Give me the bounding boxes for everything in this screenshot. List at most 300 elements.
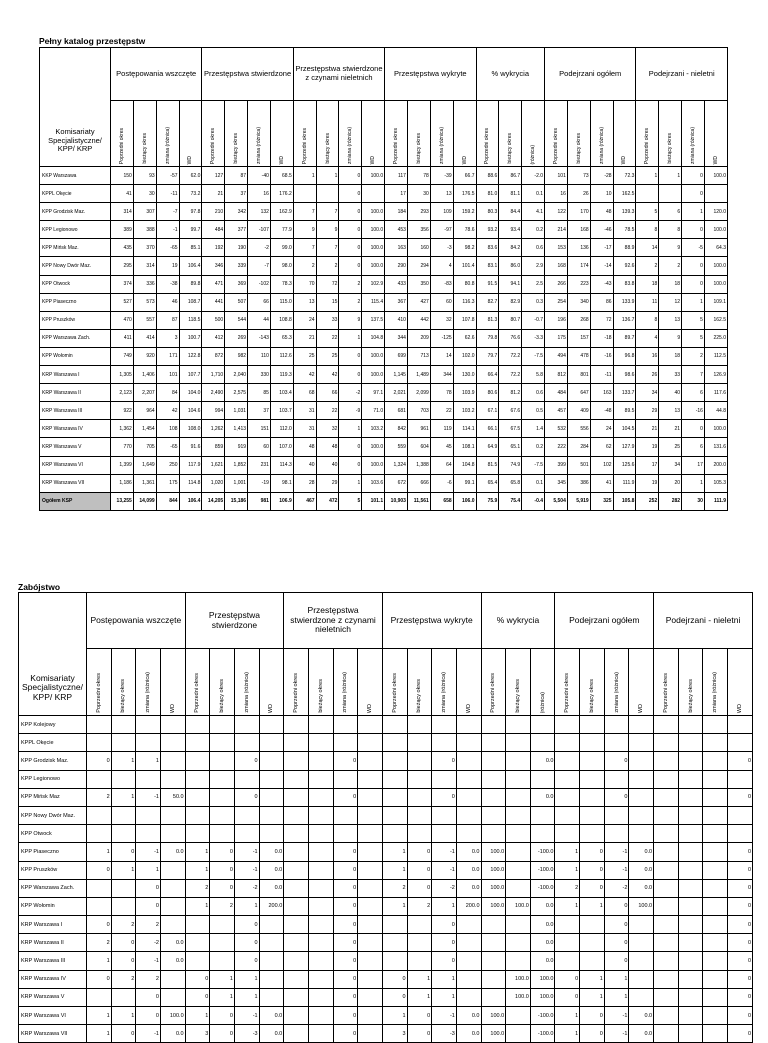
value-cell: 0	[728, 843, 753, 861]
value-cell	[506, 879, 531, 897]
value-cell: 0	[136, 988, 161, 1006]
value-cell: 100.0	[481, 843, 506, 861]
value-cell: 0	[339, 456, 362, 474]
column-header-label: Poprzedni okres	[564, 673, 571, 713]
value-cell	[580, 788, 605, 806]
value-cell: 0	[555, 970, 580, 988]
table-row	[19, 988, 753, 1006]
value-cell: 494	[545, 347, 568, 365]
value-cell: 0	[432, 934, 457, 952]
value-cell: 0	[333, 952, 358, 970]
value-cell	[506, 734, 531, 752]
value-cell	[259, 716, 284, 734]
value-cell: 225.0	[704, 329, 727, 347]
value-cell: 467	[293, 492, 316, 510]
value-cell	[308, 988, 333, 1006]
value-cell: 484	[202, 221, 225, 239]
value-cell	[333, 806, 358, 824]
value-cell: 66.4	[476, 366, 499, 384]
value-cell	[308, 897, 333, 915]
value-cell: 3	[382, 1025, 407, 1043]
column-header-label: bieżący okres	[667, 133, 674, 164]
unit-name-cell: KPP Grodzisk Maz.	[19, 752, 87, 770]
value-cell: 0	[333, 970, 358, 988]
value-cell: 254	[545, 293, 568, 311]
value-cell: 919	[225, 438, 248, 456]
value-cell	[703, 916, 728, 934]
column-header-label: WD	[268, 703, 275, 713]
value-cell	[629, 788, 654, 806]
group-header: Przestępstwa wykryte	[382, 593, 481, 649]
value-cell: 0.0	[530, 897, 555, 915]
value-cell: 72.2	[499, 366, 522, 384]
value-cell: 163	[590, 384, 613, 402]
table-row	[40, 275, 728, 293]
unit-name-cell: KPP Piaseczno	[19, 843, 87, 861]
value-cell: 100.0	[530, 970, 555, 988]
unit-name-cell: KPP Pruszków	[40, 311, 111, 329]
value-cell: 101.1	[362, 492, 385, 510]
value-cell: 2	[407, 897, 432, 915]
value-cell: 314	[133, 257, 156, 275]
table-row	[19, 934, 753, 952]
column-header	[316, 101, 339, 167]
value-cell: 0	[87, 752, 112, 770]
value-cell: 1	[111, 752, 136, 770]
value-cell: 1	[185, 861, 210, 879]
value-cell: 68.5	[270, 167, 293, 185]
column-header	[580, 649, 605, 716]
value-cell: 0	[210, 1007, 235, 1025]
value-cell: 844	[156, 492, 179, 510]
value-cell: 0	[333, 843, 358, 861]
value-cell: 86.7	[499, 167, 522, 185]
value-cell: 1	[580, 897, 605, 915]
group-header: Przestępstwa stwierdzone	[202, 48, 293, 101]
value-cell	[259, 952, 284, 970]
unit-name-cell: KRP Warszawa V	[19, 988, 87, 1006]
value-cell: 42	[156, 402, 179, 420]
column-header-label: bieżący okres	[588, 679, 595, 713]
value-cell: 127	[202, 167, 225, 185]
value-cell: 307	[133, 203, 156, 221]
value-cell	[654, 734, 679, 752]
value-cell	[604, 806, 629, 824]
value-cell: 0	[339, 239, 362, 257]
value-cell	[185, 788, 210, 806]
column-header-label: zmiana (różnica)	[347, 127, 354, 164]
value-cell: 64	[430, 456, 453, 474]
value-cell: 0	[234, 952, 259, 970]
value-cell: 0	[555, 988, 580, 1006]
value-cell: 350	[407, 275, 430, 293]
value-cell	[703, 934, 728, 952]
value-cell: 0	[604, 916, 629, 934]
column-header-label: (różnica)	[530, 144, 537, 164]
value-cell	[703, 843, 728, 861]
value-cell: 163	[385, 239, 408, 257]
value-cell: 647	[567, 384, 590, 402]
value-cell: 103.2	[453, 402, 476, 420]
value-cell	[580, 934, 605, 952]
value-cell: 1,454	[133, 420, 156, 438]
unit-name-cell: KPP Nowy Dwór Maz.	[40, 257, 111, 275]
column-header	[654, 649, 679, 716]
value-cell: 116.3	[453, 293, 476, 311]
value-cell: 411	[111, 329, 134, 347]
value-cell: 9	[316, 221, 339, 239]
value-cell	[382, 788, 407, 806]
value-cell: 111.9	[613, 474, 636, 492]
value-cell: 175	[545, 329, 568, 347]
value-cell	[703, 879, 728, 897]
value-cell: 1,852	[225, 456, 248, 474]
value-cell	[358, 752, 383, 770]
column-header	[382, 649, 407, 716]
value-cell: 40	[316, 456, 339, 474]
value-cell: 200.0	[704, 456, 727, 474]
value-cell: 5,504	[545, 492, 568, 510]
value-cell: 100.0	[362, 456, 385, 474]
column-header	[481, 649, 506, 716]
unit-name-cell: KPP Wołomin	[19, 897, 87, 915]
column-header	[225, 101, 248, 167]
value-cell: 0	[185, 988, 210, 1006]
value-cell: 604	[407, 438, 430, 456]
value-cell: 2.9	[522, 257, 545, 275]
value-cell: 64.3	[704, 239, 727, 257]
value-cell	[111, 897, 136, 915]
unit-name-cell: KRP Warszawa I	[19, 916, 87, 934]
value-cell: -7.5	[522, 347, 545, 365]
value-cell	[432, 770, 457, 788]
value-cell: 86.0	[499, 257, 522, 275]
value-cell: 214	[545, 221, 568, 239]
value-cell	[678, 716, 703, 734]
value-cell: 26	[567, 185, 590, 203]
value-cell: 48	[316, 438, 339, 456]
value-cell: 0	[432, 952, 457, 970]
value-cell	[111, 716, 136, 734]
value-cell: 103.9	[453, 384, 476, 402]
value-cell	[580, 916, 605, 934]
value-cell	[308, 970, 333, 988]
table-row	[40, 420, 728, 438]
value-cell: 0.0	[259, 843, 284, 861]
value-cell: -2	[604, 879, 629, 897]
value-cell: 66.1	[476, 420, 499, 438]
value-cell: 2	[555, 879, 580, 897]
column-header	[604, 649, 629, 716]
column-header	[522, 101, 545, 167]
column-header	[358, 649, 383, 716]
value-cell: 0	[407, 1025, 432, 1043]
value-cell	[530, 770, 555, 788]
column-header-label: WD	[169, 703, 176, 713]
value-cell: -3	[430, 239, 453, 257]
value-cell: 1	[210, 988, 235, 1006]
value-cell	[284, 988, 309, 1006]
value-cell: 1	[185, 1007, 210, 1025]
column-header-label: Poprzedni okres	[293, 673, 300, 713]
value-cell: 136	[567, 239, 590, 257]
value-cell	[185, 806, 210, 824]
value-cell	[382, 734, 407, 752]
value-cell: 0	[210, 861, 235, 879]
value-cell	[358, 825, 383, 843]
value-cell: 87	[225, 167, 248, 185]
value-cell	[87, 770, 112, 788]
value-cell: 471	[202, 275, 225, 293]
value-cell: -5	[682, 239, 705, 257]
value-cell: -65	[156, 438, 179, 456]
value-cell: 1	[339, 474, 362, 492]
value-cell: 80.6	[476, 384, 499, 402]
value-cell: 17	[682, 456, 705, 474]
value-cell: 557	[133, 311, 156, 329]
value-cell: 2,123	[111, 384, 134, 402]
value-cell: 1	[580, 970, 605, 988]
column-header-label: bieżący okres	[416, 679, 423, 713]
value-cell	[678, 788, 703, 806]
value-cell: 1	[407, 970, 432, 988]
column-header	[202, 101, 225, 167]
value-cell: 42	[293, 366, 316, 384]
value-cell: 42	[316, 366, 339, 384]
value-cell	[456, 916, 481, 934]
value-cell: -16	[682, 402, 705, 420]
value-cell: 86	[590, 293, 613, 311]
value-cell	[456, 752, 481, 770]
value-cell: 97.8	[179, 203, 202, 221]
value-cell: 84	[156, 384, 179, 402]
value-cell: 94.1	[499, 275, 522, 293]
value-cell	[284, 770, 309, 788]
column-header-label: zmiana (różnica)	[255, 127, 262, 164]
value-cell	[308, 934, 333, 952]
value-cell	[234, 825, 259, 843]
value-cell: 0.0	[629, 1007, 654, 1025]
value-cell: 1,145	[385, 366, 408, 384]
value-cell: 5.8	[522, 366, 545, 384]
value-cell: 0	[333, 916, 358, 934]
value-cell	[456, 734, 481, 752]
value-cell: 192	[202, 239, 225, 257]
table-row	[40, 185, 728, 203]
value-cell: 50.0	[160, 788, 185, 806]
unit-name-cell: KPP Legionowo	[19, 770, 87, 788]
value-cell	[506, 916, 531, 934]
value-cell: 532	[545, 420, 568, 438]
value-cell: 91.6	[179, 438, 202, 456]
value-cell	[678, 1025, 703, 1043]
value-cell	[308, 1007, 333, 1025]
value-cell: 41	[590, 474, 613, 492]
table-row	[19, 861, 753, 879]
unit-name-cell: KPP Warszawa Zach.	[19, 879, 87, 897]
value-cell	[284, 916, 309, 934]
unit-name-cell: KRP Warszawa IV	[40, 420, 111, 438]
unit-name-cell: KPP Mińsk Maz	[19, 788, 87, 806]
value-cell	[111, 825, 136, 843]
value-cell: 66	[248, 293, 271, 311]
value-cell: 441	[202, 293, 225, 311]
value-cell	[636, 185, 659, 203]
value-cell	[506, 861, 531, 879]
value-cell	[703, 952, 728, 970]
column-header-label: Poprzedni okres	[644, 127, 651, 164]
value-cell: 770	[111, 438, 134, 456]
value-cell: 0	[728, 934, 753, 952]
value-cell: 0	[111, 934, 136, 952]
column-header	[111, 101, 134, 167]
value-cell: 106.0	[453, 492, 476, 510]
value-cell: 0	[234, 788, 259, 806]
value-cell: 11,561	[407, 492, 430, 510]
value-cell: 414	[133, 329, 156, 347]
value-cell: 136.7	[613, 311, 636, 329]
column-header-label: bieżący okres	[233, 133, 240, 164]
value-cell	[530, 806, 555, 824]
value-cell: 200.0	[259, 897, 284, 915]
value-cell	[210, 770, 235, 788]
value-cell: 132	[248, 203, 271, 221]
column-header-label: Poprzedni okres	[118, 127, 125, 164]
value-cell: 100.0	[704, 257, 727, 275]
value-cell: 269	[225, 329, 248, 347]
column-header-label: Poprzedni okres	[301, 127, 308, 164]
value-cell: 0	[728, 788, 753, 806]
value-cell: 573	[133, 293, 156, 311]
group-header: Postępowania wszczęte	[111, 48, 202, 101]
corner-label: Komisariaty Specjalistyczne/ KPP/ KRP	[40, 48, 111, 167]
value-cell	[308, 952, 333, 970]
value-cell: 28	[293, 474, 316, 492]
column-header	[476, 101, 499, 167]
value-cell: -97	[430, 221, 453, 239]
value-cell: 559	[385, 438, 408, 456]
value-cell: 0	[728, 916, 753, 934]
value-cell	[629, 806, 654, 824]
value-cell: 175	[156, 474, 179, 492]
value-cell: 125.6	[613, 456, 636, 474]
value-cell	[703, 806, 728, 824]
value-cell: 80.8	[453, 275, 476, 293]
value-cell: -9	[339, 402, 362, 420]
value-cell: 453	[385, 221, 408, 239]
value-cell: 1	[234, 988, 259, 1006]
value-cell: 0	[339, 438, 362, 456]
value-cell: 367	[385, 293, 408, 311]
value-cell	[358, 897, 383, 915]
value-cell: 859	[202, 438, 225, 456]
value-cell: 1,388	[407, 456, 430, 474]
value-cell	[629, 716, 654, 734]
value-cell	[506, 934, 531, 952]
value-cell	[210, 788, 235, 806]
value-cell: 713	[407, 347, 430, 365]
column-header-label: Poprzedni okres	[95, 673, 102, 713]
unit-name-cell: KRP Warszawa II	[19, 934, 87, 952]
value-cell	[703, 861, 728, 879]
value-cell: 46	[156, 293, 179, 311]
value-cell	[358, 843, 383, 861]
value-cell: 0	[604, 897, 629, 915]
unit-name-cell: KRP Warszawa I	[40, 366, 111, 384]
unit-name-cell: KPP Warszawa Zach.	[40, 329, 111, 347]
value-cell	[259, 916, 284, 934]
value-cell	[481, 716, 506, 734]
value-cell: -43	[590, 275, 613, 293]
value-cell	[703, 1025, 728, 1043]
value-cell	[580, 716, 605, 734]
value-cell: -46	[590, 221, 613, 239]
value-cell: 801	[567, 366, 590, 384]
value-cell: 1	[234, 897, 259, 915]
value-cell	[456, 988, 481, 1006]
value-cell	[210, 752, 235, 770]
value-cell	[382, 752, 407, 770]
value-cell	[629, 734, 654, 752]
value-cell: 0.0	[160, 952, 185, 970]
value-cell: 184	[385, 203, 408, 221]
column-header-label: Poprzedni okres	[490, 673, 497, 713]
value-cell	[481, 752, 506, 770]
value-cell	[728, 734, 753, 752]
value-cell	[654, 988, 679, 1006]
value-cell	[358, 716, 383, 734]
value-cell: 112.0	[270, 420, 293, 438]
group-header: Podejrzani ogółem	[545, 48, 636, 101]
value-cell: 0	[111, 952, 136, 970]
value-cell: 0.0	[160, 843, 185, 861]
group-header: Przestępstwa stwierdzone z czynami nieletnich	[284, 593, 383, 649]
value-cell: 93.4	[499, 221, 522, 239]
value-cell: 0	[136, 1007, 161, 1025]
value-cell: 1	[659, 167, 682, 185]
value-cell: -1	[234, 843, 259, 861]
value-cell: 336	[133, 275, 156, 293]
value-cell: 37	[248, 402, 271, 420]
unit-name-cell: KRP Warszawa VI	[19, 1007, 87, 1025]
value-cell: 0	[339, 257, 362, 275]
value-cell: 0	[580, 861, 605, 879]
value-cell: 127.9	[613, 438, 636, 456]
value-cell: -7.5	[522, 456, 545, 474]
table-row	[40, 239, 728, 257]
value-cell: 1	[682, 474, 705, 492]
value-cell	[407, 752, 432, 770]
value-cell: 1	[604, 970, 629, 988]
column-header	[87, 649, 112, 716]
value-cell: 1	[316, 167, 339, 185]
value-cell: 77.9	[270, 221, 293, 239]
column-header-label: zmiana (różnica)	[598, 127, 605, 164]
column-header	[111, 649, 136, 716]
value-cell: 2,575	[225, 384, 248, 402]
value-cell	[604, 716, 629, 734]
value-cell: 1	[210, 970, 235, 988]
value-cell	[506, 952, 531, 970]
value-cell	[481, 806, 506, 824]
value-cell: -1	[136, 1025, 161, 1043]
value-cell	[481, 770, 506, 788]
table-row	[40, 221, 728, 239]
column-header	[506, 649, 531, 716]
column-header-label: bieżący okres	[514, 679, 521, 713]
value-cell: -11	[156, 185, 179, 203]
value-cell: 8	[636, 311, 659, 329]
